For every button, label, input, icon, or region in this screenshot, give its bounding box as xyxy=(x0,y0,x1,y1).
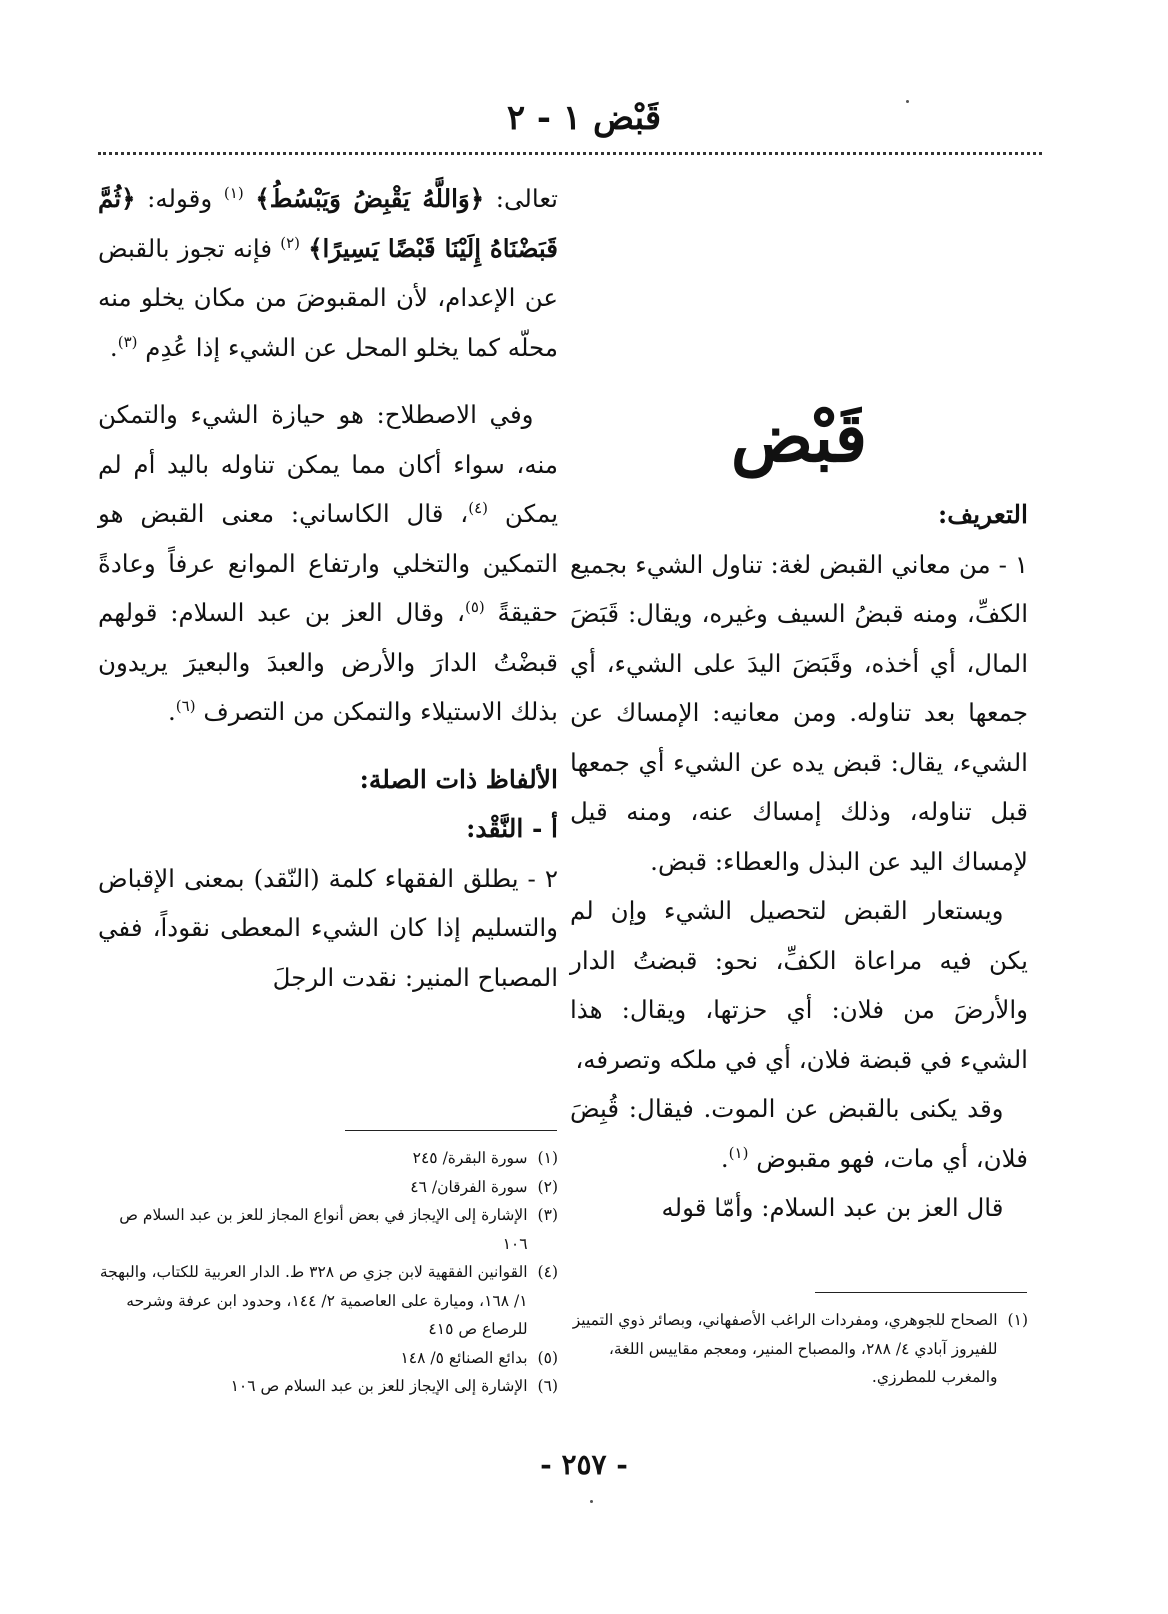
terminology-text-b: ، قال الكاساني: معنى القبض هو التمكين والتخلي وارتفاع الموانع عرفاً وعادةً حقيقةً xyxy=(98,499,558,627)
footnote xyxy=(98,1258,558,1344)
definition-paragraph-4 xyxy=(570,1183,1028,1233)
quran-verse-1: ﴿وَاللَّهُ يَقْبِضُ وَيَبْسُطُ﴾ xyxy=(255,184,485,213)
continuation-end: . xyxy=(109,332,118,362)
footnote-text: سورة الفرقان/ ٤٦ xyxy=(410,1177,528,1196)
footnote-ref-6: (٦) xyxy=(175,696,196,715)
right-column xyxy=(570,174,1028,1233)
continuation-text-c: فإنه تجوز بالقبض عن الإعدام، لأن المقبوضَ من مكان يخلو منه محلّه كما يخلو المحل عن الشيء إذا عُدِم xyxy=(98,233,558,362)
entry-title: قَبْض xyxy=(730,398,868,478)
footnote-number: (١) xyxy=(537,1149,558,1167)
definition-heading: التعريف: xyxy=(937,500,1028,529)
paragraph-2-text: ويستعار القبض لتحصيل الشيء وإن لم يكن فيه مراعاة الكفِّ، نحو: قبضتُ الدار والأرضَ من فلان: أي حزتها، ويقال: هذا الشيء في قبضة فلان، أي في ملكه وتصرفه، xyxy=(570,896,1028,1074)
terminology-end: . xyxy=(168,697,176,726)
header-dotted-divider xyxy=(98,152,1042,155)
footnote-text: القوانين الفقهية لابن جزي ص ٣٢٨ ط. الدار العربية للكتاب، والبهجة ١/ ١٦٨، وميارة على العاصمية ٢/ ١٤٤، وحدود ابن عرفة وشرحه للرصاع ص ٤١٥ xyxy=(99,1263,528,1338)
continuation-text-b: وقوله: xyxy=(147,184,213,213)
footnote-ref-1: (١) xyxy=(728,1143,749,1162)
footnote-text: الإشارة إلى الإيجاز للعز بن عبد السلام ص ١٠٦ xyxy=(230,1377,528,1395)
footnote-number: (٥) xyxy=(537,1348,558,1367)
continuation-paragraph xyxy=(98,174,558,372)
quran-verse-2: ﴿ثُمَّ قَبَضْنَاهُ إِلَيْنَا قَبْضًا يَسِيرًا﴾ xyxy=(98,184,558,263)
footnote-ref-2: (٢) xyxy=(280,233,301,252)
paragraph-gap xyxy=(98,372,558,390)
footnote-ref-5: (٥) xyxy=(464,597,485,616)
footnote xyxy=(98,1201,558,1258)
footnote-ref-3: (٣) xyxy=(117,332,138,351)
definition-paragraph-1: ١ - من معاني القبض لغة: تناول الشيء بجميع الكفِّ، ومنه قبضُ السيف وغيره، ويقال: قَبَضَ المال، أي أخذه، وقَبَضَ اليدَ على الشيء، أي جمعها بعد تناوله. ومن معانيه: الإمساك عن الشيء، يقال: قبض يده عن الشيء أي جمعها قبل تناوله، وذلك إمساك عنه، ومنه قيل لإمساك اليد عن البذل والعطاء: قبض. xyxy=(570,549,1028,876)
paragraph-4-text: قال العز بن عبد السلام: وأمّا قوله xyxy=(661,1193,1004,1222)
footnote-text: الصحاح للجوهري، ومفردات الراغب الأصفهاني، وبصائر ذوي التمييز للفيروز آبادي ٤/ ٢٨٨، والمصباح المنير، ومعجم مقاييس اللغة، والمغرب للمطرزي. xyxy=(572,1311,998,1386)
footnote-number: (٢) xyxy=(537,1177,558,1196)
paragraph-gap xyxy=(98,737,558,755)
footnote xyxy=(570,1306,1028,1392)
continuation-text-a: تعالى: xyxy=(495,184,558,213)
footnote-number: (١) xyxy=(1007,1311,1028,1329)
definition-paragraph-3 xyxy=(570,1084,1028,1183)
related-terms-heading: الألفاظ ذات الصلة: xyxy=(359,764,558,794)
footnote xyxy=(98,1344,558,1373)
scan-speck xyxy=(906,100,909,103)
footnote-text: سورة البقرة/ ٢٤٥ xyxy=(412,1149,528,1167)
naqd-paragraph: ٢ - يطلق الفقهاء كلمة (النّقد) بمعنى الإقباض والتسليم إذا كان الشيء المعطى نقوداً، ففي المصباح المنير: نقدت الرجلَ xyxy=(98,863,558,992)
footnotes-right xyxy=(570,1306,1028,1392)
terminology-paragraph xyxy=(98,390,558,737)
footnote-number: (٦) xyxy=(537,1377,558,1395)
definition-paragraph-2 xyxy=(570,886,1028,1084)
footnote-ref-1: (١) xyxy=(223,183,244,202)
terminology-text-c: ، وقال العز بن عبد السلام: قولهم قبضْتُ الدارَ والأرض والعبدَ والبعيرَ يريدون بذلك الاستيلاء والتمكن من التصرف xyxy=(98,598,558,726)
paragraph-3-text: وقد يكنى بالقبض عن الموت. فيقال: قُبِضَ فلان، أي مات، فهو مقبوض xyxy=(570,1094,1028,1173)
terminology-text-a: وفي الاصطلاح: هو حيازة الشيء والتمكن منه، سواء أكان مما يمكن تناوله باليد أم لم يمكن xyxy=(98,400,559,528)
footnote xyxy=(98,1144,558,1173)
running-header-title: قَبْض ١ - ٢ xyxy=(506,98,662,138)
footnote-divider-right xyxy=(815,1292,1027,1293)
footnote xyxy=(98,1173,558,1202)
page-number: - ٢٥٧ - xyxy=(540,1448,628,1481)
footnote-ref-4: (٤) xyxy=(468,498,488,517)
scan-speck xyxy=(590,1500,593,1503)
paragraph-3-end: . xyxy=(720,1143,729,1173)
left-column xyxy=(98,174,558,1002)
footnote-divider-left xyxy=(345,1130,557,1131)
footnote-text: بدائع الصنائع ٥/ ١٤٨ xyxy=(400,1348,528,1367)
footnote xyxy=(98,1372,558,1401)
footnote-number: (٤) xyxy=(537,1263,558,1281)
naqd-subheading: أ - النَّقْد: xyxy=(466,814,558,843)
footnotes-left xyxy=(98,1144,558,1401)
footnote-text: الإشارة إلى الإيجاز في بعض أنواع المجاز للعز بن عبد السلام ص ١٠٦ xyxy=(119,1206,528,1253)
footnote-number: (٣) xyxy=(537,1206,558,1224)
